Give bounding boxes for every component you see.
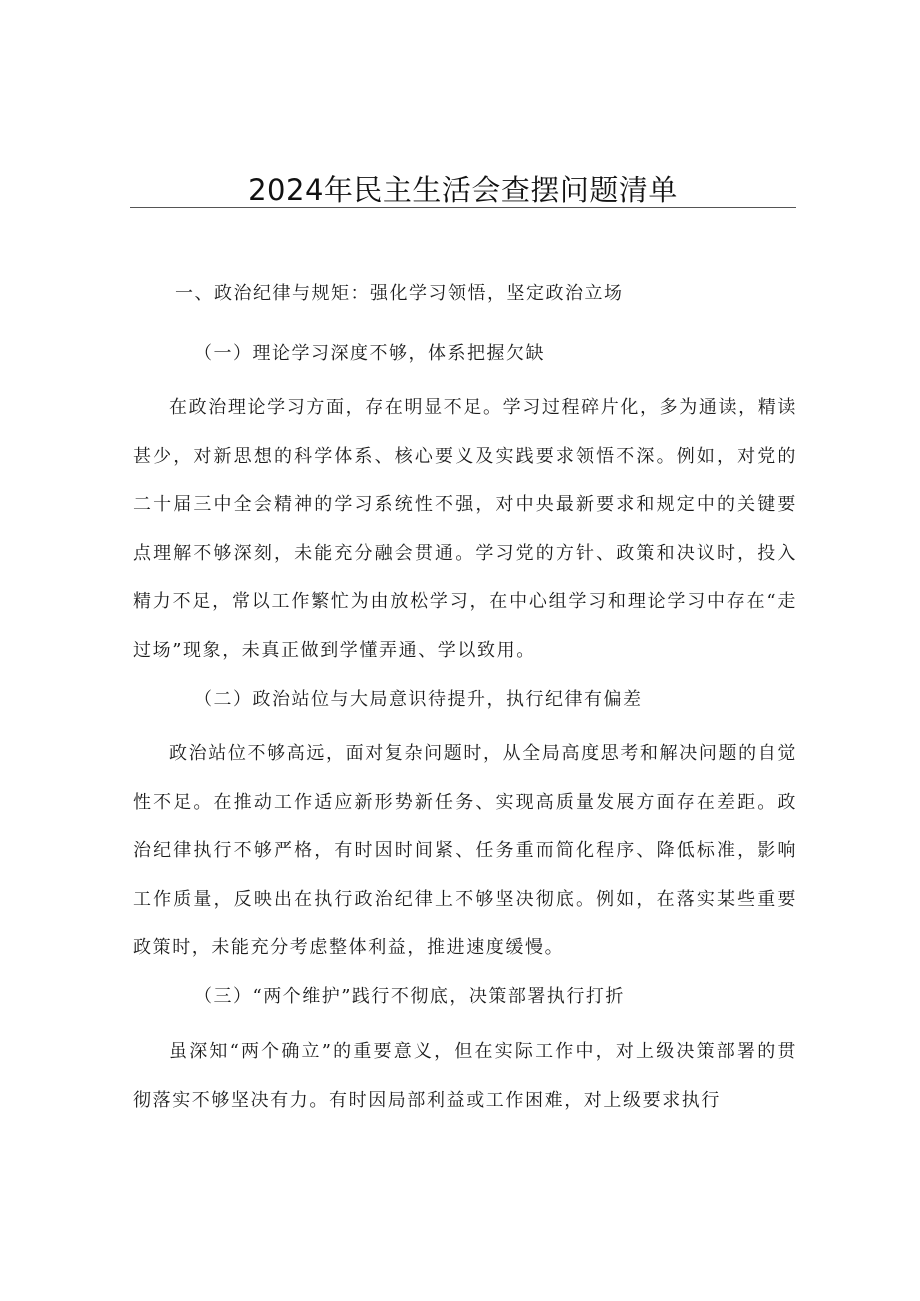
subsection-body-2: 政治站位不够高远，面对复杂问题时，从全局高度思考和解决问题的自觉性不足。在推动工作适应新形势新任务、实现高质量发展方面存在差距。政治纪律执行不够严格，有时因时间紧、任务重而简化程序、降低标准，影响工作质量，反映出在执行政治纪律上不够坚决彻底。例如，在落实某些重要政策时，未能充分考虑整体利益，推进速度缓慢。 xyxy=(133,743,797,958)
subsection-body-3: 虽深知“两个确立”的重要意义，但在实际工作中，对上级决策部署的贯彻落实不够坚决有力。有时因局部利益或工作困难，对上级要求执行 xyxy=(133,1041,797,1111)
subsection-heading-1: （一）理论学习深度不够，体系把握欠缺 xyxy=(194,343,545,364)
title-underline xyxy=(130,207,796,208)
subsection-heading-3: （三）“两个维护”践行不彻底，决策部署执行打折 xyxy=(194,986,625,1007)
document-title: 2024年民主生活会查摆问题清单 xyxy=(248,173,678,207)
section-heading-1: 一、政治纪律与规矩：强化学习领悟，坚定政治立场 xyxy=(175,283,624,304)
subsection-body-1: 在政治理论学习方面，存在明显不足。学习过程碎片化，多为通读，精读甚少，对新思想的科学体系、核心要义及实践要求领悟不深。例如，对党的二十届三中全会精神的学习系统性不强，对中央最新要求和规定中的关键要点理解不够深刻，未能充分融会贯通。学习党的方针、政策和决议时，投入精力不足，常以工作繁忙为由放松学习，在中心组学习和理论学习中存在“走过场”现象，未真正做到学懂弄通、学以致用。 xyxy=(133,397,797,661)
subsection-heading-2: （二）政治站位与大局意识待提升，执行纪律有偏差 xyxy=(194,689,643,710)
